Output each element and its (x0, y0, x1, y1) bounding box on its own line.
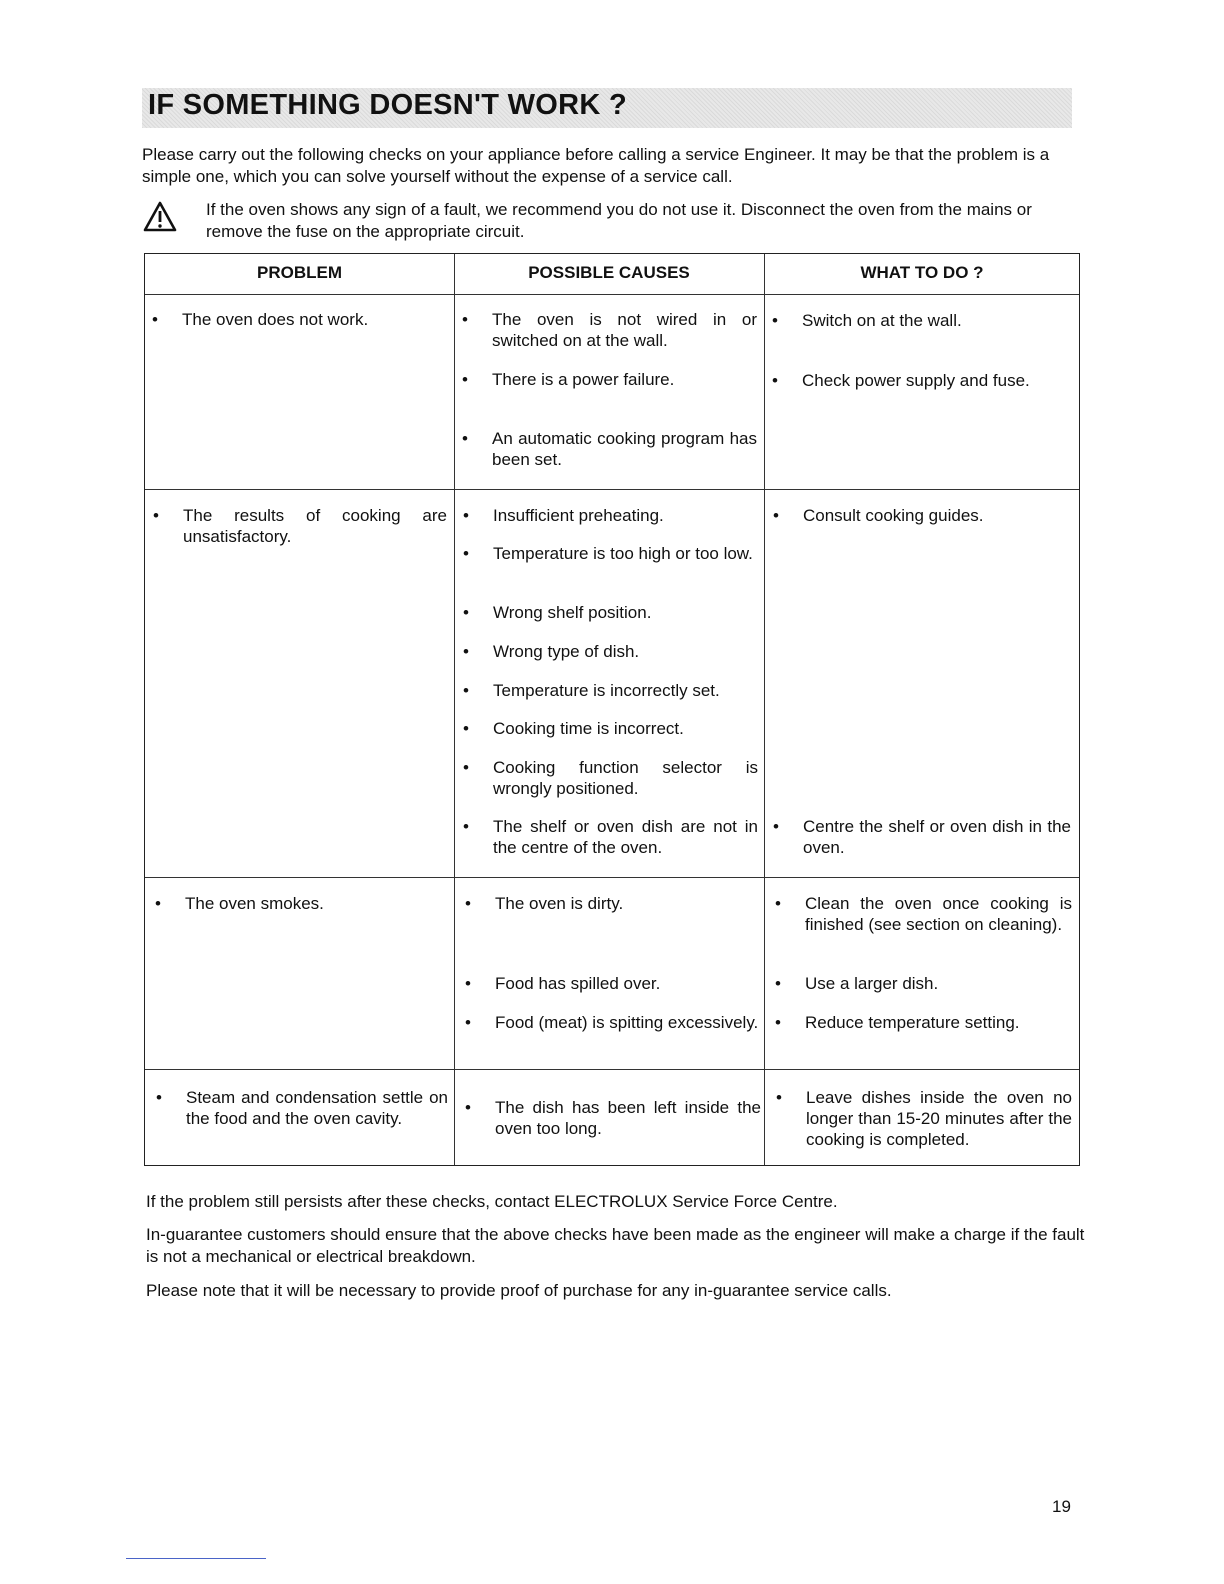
problem-cell: • The oven smokes. (155, 894, 324, 913)
intro-paragraph: Please carry out the following checks on your appliance before calling a service Engineer. It may be that the problem is a simple one, which you can solve yourself without the expense of a service call. (142, 145, 1050, 186)
header-rule (145, 294, 1079, 295)
action-item: • Switch on at the wall. (772, 311, 962, 330)
cause-item: • The shelf or oven dish are not in the centre of the oven. (463, 817, 758, 857)
footer-paragraph: Please note that it will be necessary to provide proof of purchase for any in-guarantee service calls. (146, 1281, 892, 1300)
footnote-rule (126, 1558, 266, 1559)
action-item: • Centre the shelf or oven dish in the oven. (773, 817, 1071, 857)
cause-item: • Cooking time is incorrect. (463, 719, 684, 738)
footer-paragraph: In-guarantee customers should ensure that the above checks have been made as the engineer will make a charge if the fault is not a mechanical or electrical breakdown. (146, 1225, 1085, 1266)
cause-item: • There is a power failure. (462, 370, 675, 389)
cause-item: • Cooking function selector is wrongly positioned. (463, 758, 758, 798)
action-item: • Consult cooking guides. (773, 506, 984, 525)
action-item: • Reduce temperature setting. (775, 1013, 1020, 1032)
cause-item: • Wrong shelf position. (463, 603, 652, 622)
row-rule (145, 877, 1079, 878)
cause-item: • Temperature is too high or too low. (463, 544, 753, 563)
page-title: IF SOMETHING DOESN'T WORK ? (148, 89, 627, 121)
problem-cell: • The results of cooking are unsatisfactory. (153, 506, 447, 546)
header-what-to-do: WHAT TO DO ? (860, 263, 984, 282)
cause-item: • The oven is dirty. (465, 894, 624, 913)
cause-item: • Wrong type of dish. (463, 642, 640, 661)
cause-item: • The oven is not wired in or switched on at the wall. (462, 310, 757, 350)
header-problem: PROBLEM (257, 263, 342, 282)
cause-item: • Insufficient preheating. (463, 506, 664, 525)
row-rule (145, 489, 1079, 490)
action-item: • Use a larger dish. (775, 974, 939, 993)
cause-item: • Temperature is incorrectly set. (463, 681, 720, 700)
row-rule (145, 1069, 1079, 1070)
action-item: • Clean the oven once cooking is finished (see section on cleaning). (775, 894, 1072, 934)
troubleshooting-table (144, 253, 1080, 1166)
cause-item: • The dish has been left inside the oven too long. (465, 1098, 761, 1138)
cause-item: • An automatic cooking program has been set. (462, 429, 757, 469)
problem-cell: • Steam and condensation settle on the food and the oven cavity. (156, 1088, 448, 1128)
problem-cell: • The oven does not work. (152, 310, 369, 329)
page-number: 19 (1052, 1497, 1071, 1516)
action-item: • Leave dishes inside the oven no longer than 15-20 minutes after the cooking is completed. (776, 1088, 1072, 1149)
column-divider (454, 254, 455, 1165)
warning-text: If the oven shows any sign of a fault, we recommend you do not use it. Disconnect the oven from the mains or remove the fuse on the appropriate circuit. (206, 200, 1032, 241)
cause-item: • Food (meat) is spitting excessively. (465, 1013, 759, 1032)
action-item: • Check power supply and fuse. (772, 371, 1030, 390)
header-possible-causes: POSSIBLE CAUSES (528, 263, 690, 282)
footer-paragraph: If the problem still persists after these checks, contact ELECTROLUX Service Force Centre. (146, 1192, 838, 1211)
cause-item: • Food has spilled over. (465, 974, 661, 993)
column-divider (764, 254, 765, 1165)
warning-icon (143, 200, 177, 234)
